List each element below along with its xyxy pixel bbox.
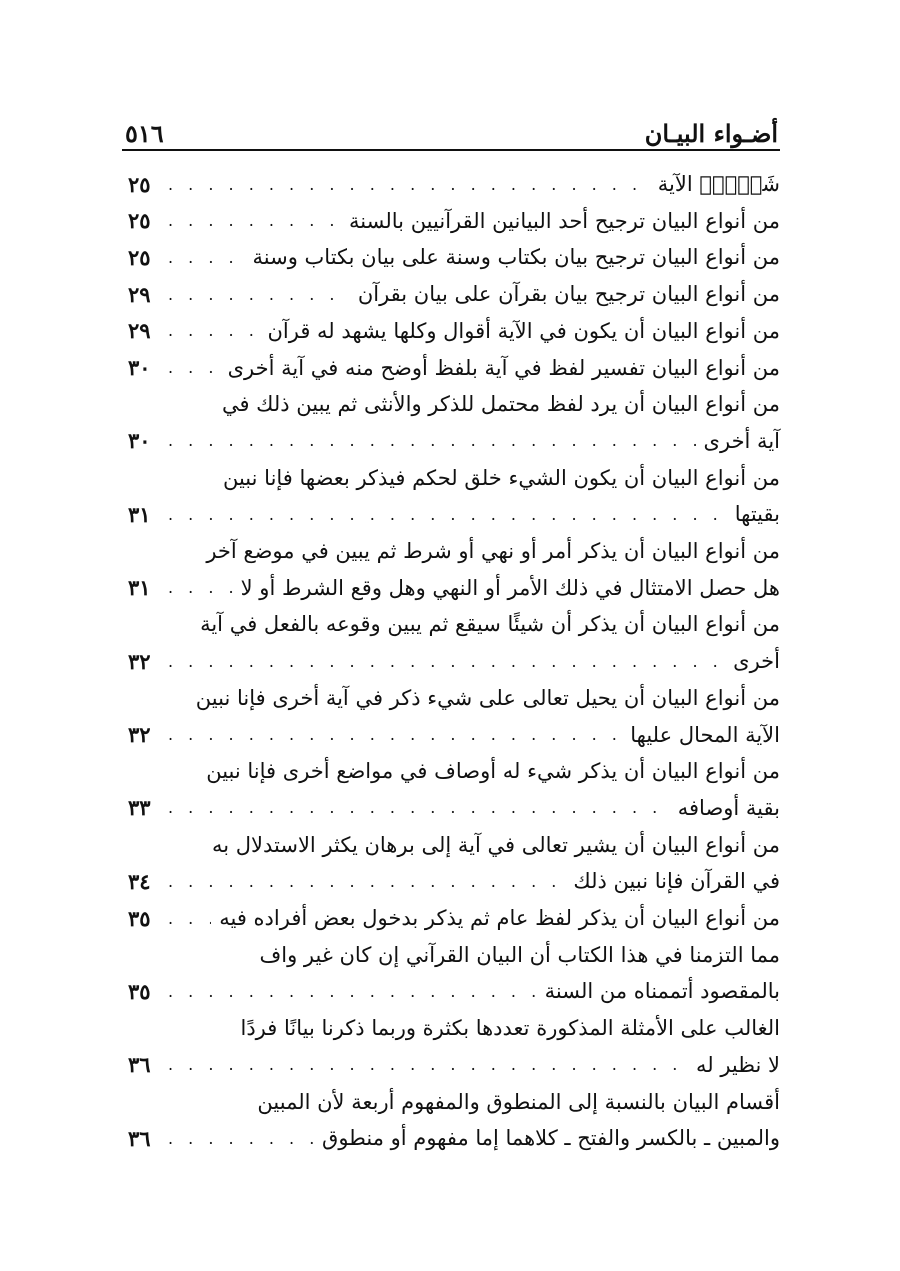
dot-leader [168, 358, 220, 377]
toc-entry-text: مما التزمنا في هذا الكتاب أن البيان القرآني إن كان غير واف [259, 942, 780, 967]
toc-page-number: ٢٥ [128, 244, 151, 270]
toc-entry [128, 973, 780, 1009]
toc-entry-text: أخرى [733, 649, 780, 674]
dot-leader [168, 909, 211, 928]
toc-entry-text: هل حصل الامتثال في ذلك الأمر أو النهي وهل وقع الشرط أو لا [240, 575, 780, 600]
toc-page-number: ٣١ [128, 501, 151, 527]
toc-entry [128, 570, 780, 606]
toc-entry [128, 460, 780, 496]
toc-page-number: ٣٢ [128, 722, 151, 747]
toc-entry [128, 790, 780, 826]
toc-entry [128, 496, 780, 532]
toc-entry-text: والمبين ـ بالكسر والفتح ـ كلاهما إما مفهوم أو منطوق [322, 1126, 780, 1151]
toc-page-number: ٣٤ [128, 868, 151, 894]
toc-page-number: ٣٠ [128, 428, 151, 454]
toc-entry [128, 1084, 780, 1120]
toc-page-number: ٣٥ [128, 978, 151, 1004]
dot-leader [168, 798, 670, 817]
toc-entry [128, 606, 780, 642]
dot-leader [168, 652, 725, 671]
dot-leader [168, 321, 259, 340]
toc-page-number: ٣٦ [128, 1125, 151, 1151]
dot-leader [168, 725, 622, 744]
toc-entry [128, 350, 780, 386]
toc-entry [128, 1120, 780, 1156]
toc-entry-text: من أنواع البيان أن يذكر لفظ عام ثم يذكر بدخول بعض أفراده فيه [219, 906, 780, 930]
toc-entry [128, 533, 780, 569]
toc-page-number: ٣٦ [128, 1052, 151, 1078]
toc-entry [128, 276, 780, 312]
toc-entry-text: بالمقصود أتممناه من السنة [544, 979, 780, 1004]
toc-entry [128, 313, 780, 349]
page-header [125, 108, 778, 148]
dot-leader [168, 578, 233, 597]
toc-entry-text: من أنواع البيان ترجيح بيان بكتاب وسنة على بيان بكتاب وسنة [252, 245, 780, 270]
toc-entry-text: شَىۡءٖ﴾ الآية [657, 172, 780, 196]
toc-entry-text: من أنواع البيان أن يذكر أن شيئًا سيقع ثم يبين وقوعه بالفعل في آية [200, 612, 780, 637]
toc-page-number: ٢٩ [128, 281, 151, 307]
toc-entry [128, 753, 780, 789]
toc-page-number: ٣١ [128, 575, 151, 601]
dot-leader [168, 1055, 688, 1074]
toc-entry-text: من أنواع البيان أن يرد لفظ محتمل للذكر والأنثى ثم يبين ذلك في [221, 392, 780, 417]
toc-entry-text: من أنواع البيان أن يذكر أمر أو نهي أو شرط ثم يبين في موضع آخر [206, 539, 780, 563]
toc-page-number: ٢٥ [128, 208, 151, 234]
toc-page-number: ٣٣ [128, 795, 151, 821]
toc-entry-text: الآية المحال عليها [630, 722, 780, 747]
toc-entry-text: في القرآن فإنا نبين ذلك [573, 869, 780, 894]
dot-leader [168, 1129, 314, 1148]
toc-page-number: ٣٠ [128, 355, 151, 380]
dot-leader [168, 211, 341, 230]
toc-entry [128, 717, 780, 753]
toc-entry-text: من أنواع البيان أن يذكر شيء له أوصاف في مواضع أخرى فإنا نبين [206, 759, 780, 784]
toc-entry [128, 827, 780, 863]
dot-leader [168, 872, 565, 891]
dot-leader [168, 248, 245, 267]
toc-entry [128, 386, 780, 422]
toc-entry [128, 937, 780, 973]
toc-entry-text: من أنواع البيان أن يكون في الآية أقوال وكلها يشهد له قرآن [267, 318, 780, 343]
dot-leader [168, 175, 650, 194]
dot-leader [168, 505, 727, 524]
toc-page-number: ٢٩ [128, 318, 151, 344]
toc-entry [128, 863, 780, 899]
toc-entry-text: من أنواع البيان أن يحيل تعالى على شيء ذكر في آية أخرى فإنا نبين [195, 685, 780, 710]
toc-entry-text: من أنواع البيان تفسير لفظ في آية بلفظ أوضح منه في آية أخرى [227, 355, 780, 380]
toc-page-number: ٣٥ [128, 905, 151, 931]
toc-entry-text: أقسام البيان بالنسبة إلى المنطوق والمفهوم أربعة لأن المبين [257, 1089, 780, 1114]
toc-entry-text: من أنواع البيان أن يكون الشيء خلق لحكم فيذكر بعضها فإنا نبين [222, 465, 780, 490]
toc-entry [128, 239, 780, 275]
toc-entry [128, 1010, 780, 1046]
toc-entry-text: بقية أوصافه [677, 795, 780, 820]
toc-entry-text: آية أخرى [703, 428, 780, 453]
page-number: ٥١٦ [125, 119, 164, 148]
toc-entry-text: من أنواع البيان ترجيح بيان بقرآن على بيان بقرآن [357, 282, 780, 307]
toc-entry-text: من أنواع البيان أن يشير تعالى في آية إلى برهان يكثر الاستدلال به [211, 832, 780, 857]
header-rule [122, 149, 780, 151]
toc-entry [128, 680, 780, 716]
toc-entry [128, 1047, 780, 1083]
toc-entry [128, 643, 780, 679]
toc-page-number: ٣٢ [128, 648, 151, 674]
dot-leader [168, 285, 350, 304]
toc-entry-text: بقيتها [734, 502, 780, 527]
toc-entry-text: لا نظير له [696, 1052, 780, 1077]
toc-entry-text: الغالب على الأمثلة المذكورة تعددها بكثرة وربما ذكرنا بيانًا فردًا [240, 1016, 780, 1041]
toc-entry-text: من أنواع البيان ترجيح أحد البيانين القرآنيين بالسنة [349, 208, 780, 233]
book-title: أضـواء البيـان [644, 119, 778, 148]
toc-entry [128, 900, 780, 936]
toc-entry [128, 166, 780, 202]
toc-page-number: ٢٥ [128, 171, 151, 197]
toc-entry [128, 203, 780, 239]
dot-leader [168, 431, 696, 450]
toc-entry [128, 423, 780, 459]
dot-leader [168, 982, 537, 1001]
